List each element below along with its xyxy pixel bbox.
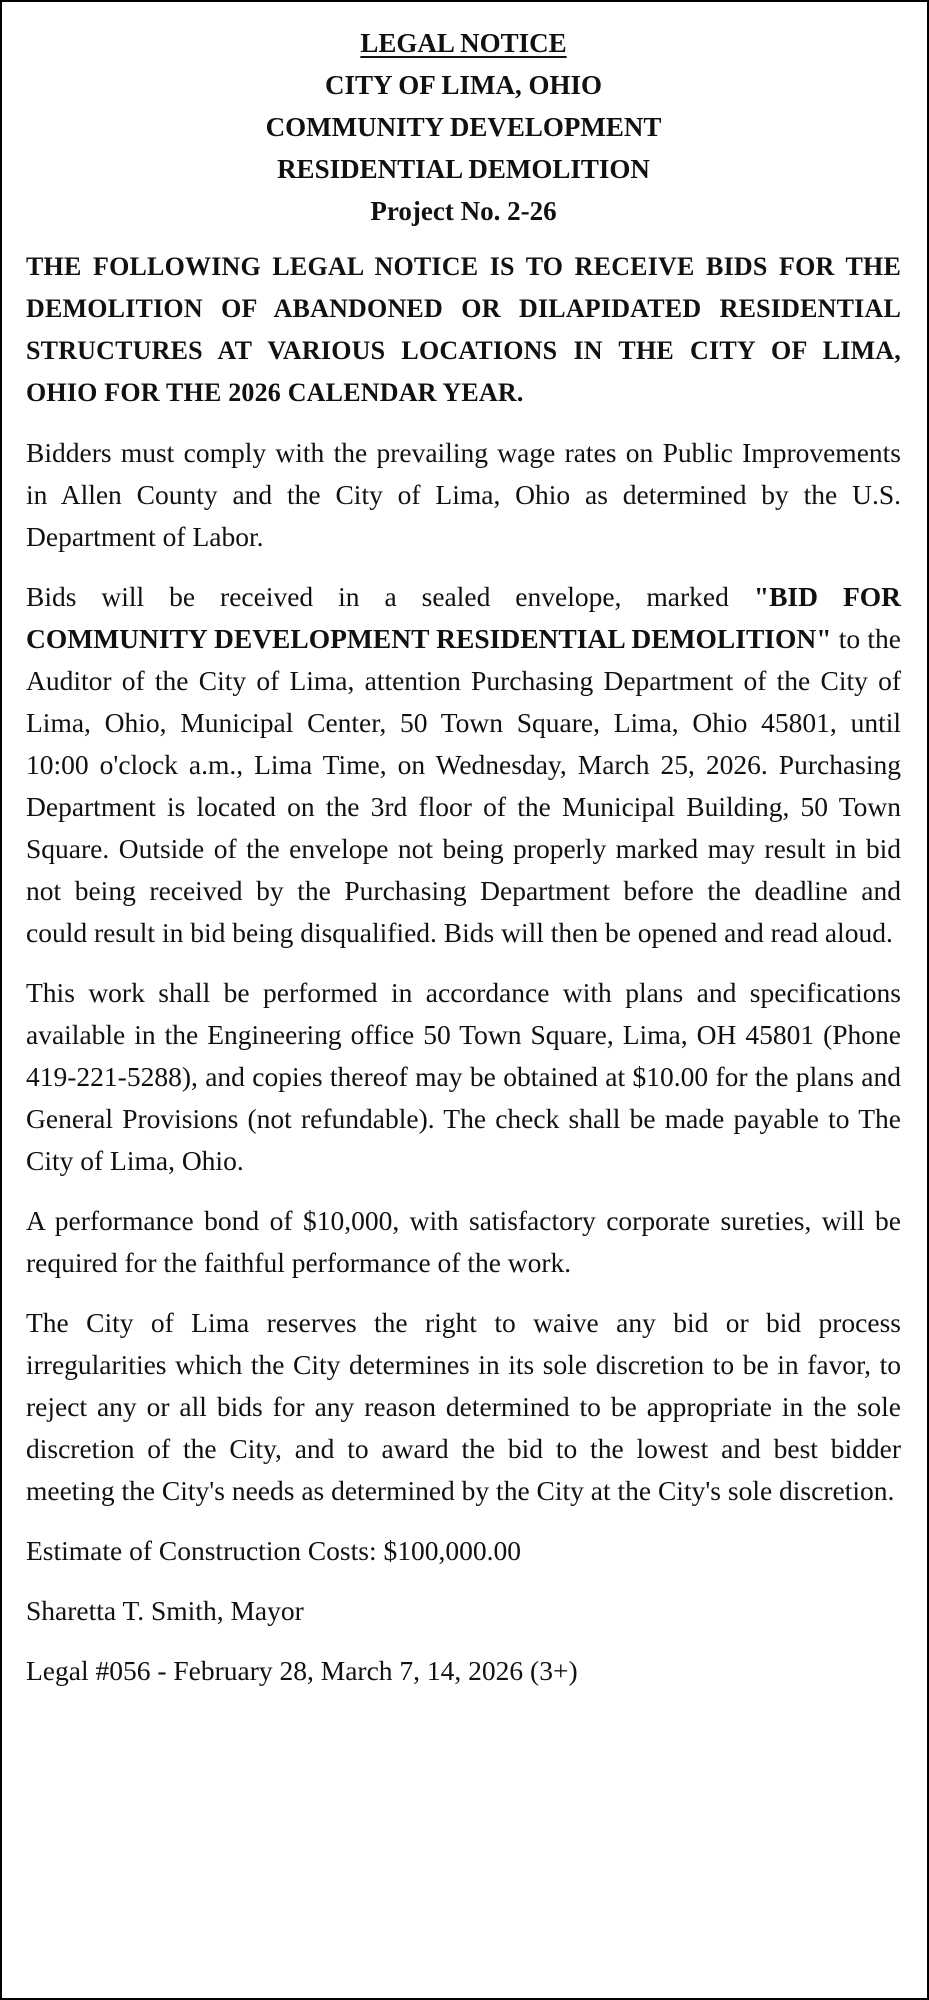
notice-content — [26, 22, 901, 1692]
project-number: Project No. 2-26 — [370, 196, 557, 226]
bond-paragraph: A performance bond of $10,000, with satisfactory corporate sureties, will be required for the faithful performance of the work. — [26, 1205, 901, 1278]
rights-paragraph: The City of Lima reserves the right to waive any bid or bid process irregularities which the City determines in its sole discretion to be in favor, to reject any or all bids for any reason determined to be appropriate in the sole discretion of the City, and to award the bid to the lowest and best bidder meeting the City's needs as determined by the City at the City's sole discretion. — [26, 1307, 901, 1506]
department-name: COMMUNITY DEVELOPMENT — [265, 112, 662, 142]
bid-submission-paragraph — [26, 576, 901, 954]
wage-paragraph: Bidders must comply with the prevailing wage rates on Public Improvements in Allen County and the City of Lima, Ohio as determined by the U.S. Department of Labor. — [26, 437, 901, 552]
project-title: RESIDENTIAL DEMOLITION — [277, 154, 650, 184]
bid-submission-details: to the Auditor of the City of Lima, attention Purchasing Department of the City of Lima, Ohio, Municipal Center, 50 Town Square, Lima, Ohio 45801, until 10:00 o'clock a.m., Lima Time, on Wednesday, March 25, 2026. Purchasing Department is located on the 3rd floor of the Municipal Building, 50 Town Square. Outside of the envelope not being properly marked may result in bid not being received by the Purchasing Department before the deadline and could result in bid being disqualified. Bids will then be opened and read aloud. — [26, 623, 901, 948]
city-name: CITY OF LIMA, OHIO — [324, 70, 602, 100]
lead-paragraph: THE FOLLOWING LEGAL NOTICE IS TO RECEIVE BIDS FOR THE DEMOLITION OF ABANDONED OR DILAPIDATED RESIDENTIAL STRUCTURES AT VARIOUS LOCATIONS IN THE CITY OF LIMA, OHIO FOR THE 2026 CALENDAR YEAR. — [26, 252, 901, 407]
notice-heading — [26, 22, 901, 232]
notice-title: LEGAL NOTICE — [360, 28, 567, 58]
envelope-marking: "BID FOR COMMUNITY DEVELOPMENT RESIDENTIAL DEMOLITION" — [26, 581, 901, 654]
bid-submission-intro: Bids will be received in a sealed envelope, marked — [26, 581, 754, 612]
mayor-signature: Sharetta T. Smith, Mayor — [26, 1595, 304, 1626]
cost-estimate: Estimate of Construction Costs: $100,000.00 — [26, 1535, 521, 1566]
plans-paragraph: This work shall be performed in accordance with plans and specifications available in the Engineering office 50 Town Square, Lima, OH 45801 (Phone 419-221-5288), and copies thereof may be obtained at $10.00 for the plans and General Provisions (not refundable). The check shall be made payable to The City of Lima, Ohio. — [26, 977, 901, 1176]
legal-reference: Legal #056 - February 28, March 7, 14, 2026 (3+) — [26, 1655, 578, 1686]
